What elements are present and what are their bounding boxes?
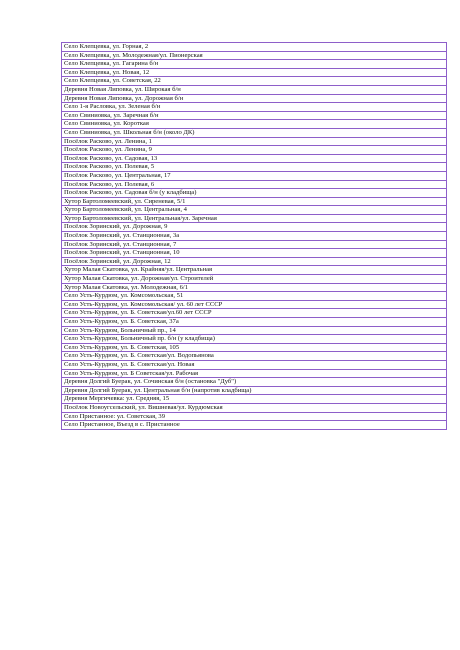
table-row (62, 369, 447, 378)
address-cell: Село Свиниовка, ул. Заречная б/н (62, 111, 447, 120)
address-cell: Деревня Новая Липовка, ул. Дорожная б/н (62, 94, 447, 103)
address-cell: Деревня Долгий Буерак, ул. Сочинская б/н (остановка "Дуб") (62, 378, 447, 387)
address-cell: Село Усть-Курдюм, ул. Б Советская/ул. Рабочая (62, 369, 447, 378)
table-row (62, 111, 447, 120)
address-cell: Хутор Бартоломеевский, ул. Центральная/ул. Заречная (62, 214, 447, 223)
table-row (62, 85, 447, 94)
address-cell: Посёлок Зоринский, ул. Станционная, 7 (62, 240, 447, 249)
address-cell: Посёлок Расково, ул. Садовая, 13 (62, 154, 447, 163)
table-row (62, 197, 447, 206)
table-row (62, 352, 447, 361)
table-row (62, 206, 447, 215)
address-cell: Деревня Новая Липовка, ул. Широкая б/н (62, 85, 447, 94)
address-cell: Село Усть-Курдюм, ул. Комсомольская/ ул. 60 лет СССР (62, 300, 447, 309)
address-cell: Посёлок Расково, ул. Ленина, 1 (62, 137, 447, 146)
table-row (62, 335, 447, 344)
table-row (62, 146, 447, 155)
address-cell: Село Пристанное: ул. Советская, 39 (62, 412, 447, 421)
table-row (62, 326, 447, 335)
address-table (61, 42, 447, 430)
table-row (62, 232, 447, 241)
table-row (62, 94, 447, 103)
address-cell: Хутор Бартоломеевский, ул. Центральная, 4 (62, 206, 447, 215)
table-row (62, 318, 447, 327)
address-cell: Хутор Малая Скатовка, ул. Дорожная/ул. Строителей (62, 275, 447, 284)
address-cell: Село Усть-Курдюм, ул. Б. Советская, 105 (62, 343, 447, 352)
address-cell: Посёлок Новоугсельский, ул. Вишневая/ул. Курдюмская (62, 403, 447, 412)
table-row (62, 412, 447, 421)
address-cell: Хутор Малая Скатовка, ул. Крайняя/ул. Центральная (62, 266, 447, 275)
address-cell: Посёлок Расково, ул. Центральная, 17 (62, 171, 447, 180)
table-row (62, 77, 447, 86)
address-cell: Посёлок Расково, ул. Ленина, 9 (62, 146, 447, 155)
table-row (62, 128, 447, 137)
table-row (62, 343, 447, 352)
table-row (62, 51, 447, 60)
address-cell: Село Усть-Курдюм, ул. Б. Советская/ул. Новая (62, 360, 447, 369)
address-cell: Посёлок Зоринский, ул. Станционная, 3а (62, 232, 447, 241)
address-cell: Село 1-я Расловка, ул. Зеленая б/н (62, 103, 447, 112)
table-row (62, 120, 447, 129)
address-cell: Село Клепцевка, ул. Гагарина б/н (62, 60, 447, 69)
address-cell: Посёлок Зоринский, ул. Дорожная, 9 (62, 223, 447, 232)
table-row (62, 360, 447, 369)
table-row (62, 386, 447, 395)
address-cell: Село Усть-Курдюм, ул. Б. Советская/ул. Водопьянова (62, 352, 447, 361)
table-row (62, 103, 447, 112)
table-row (62, 378, 447, 387)
table-row (62, 275, 447, 284)
address-cell: Деревня Долгий Буерак, ул. Центральная б/н (напротив кладбища) (62, 386, 447, 395)
table-row (62, 43, 447, 52)
table-row (62, 300, 447, 309)
address-cell: Село Усть-Курдюм, ул. Б. Советская, 37а (62, 318, 447, 327)
address-cell: Хутор Малая Скатовка, ул. Молодежная, 6/1 (62, 283, 447, 292)
address-cell: Село Свиниовка, ул. Короткая (62, 120, 447, 129)
address-cell: Посёлок Расково, ул. Полевая, 6 (62, 180, 447, 189)
address-cell: Село Клепцевка, ул. Молодежная/ул. Пионерская (62, 51, 447, 60)
table-row (62, 257, 447, 266)
table-row (62, 214, 447, 223)
table-row (62, 223, 447, 232)
address-cell: Село Клепцевка, ул. Советская, 22 (62, 77, 447, 86)
table-row (62, 403, 447, 412)
address-cell: Хутор Бартоломеевский, ул. Сиреневая, 5/1 (62, 197, 447, 206)
address-cell: Село Усть-Курдюм, Больничный пр. б/н (у кладбища) (62, 335, 447, 344)
address-cell: Село Усть-Курдюм, ул. Б. Советская/ул.60 лет СССР (62, 309, 447, 318)
table-row (62, 180, 447, 189)
table-row (62, 266, 447, 275)
table-row (62, 154, 447, 163)
address-cell: Посёлок Расково, ул. Полевая, 5 (62, 163, 447, 172)
address-cell: Село Клепцевка, ул. Горная, 2 (62, 43, 447, 52)
address-cell: Село Клепцевка, ул. Новая, 12 (62, 68, 447, 77)
address-cell: Посёлок Зоринский, ул. Станционная, 10 (62, 249, 447, 258)
address-cell: Посёлок Зоринский, ул. Дорожная, 12 (62, 257, 447, 266)
table-row (62, 189, 447, 198)
table-row (62, 240, 447, 249)
table-row (62, 249, 447, 258)
address-cell: Село Пристанное, Въезд в с. Пристанное (62, 421, 447, 430)
table-row (62, 292, 447, 301)
table-row (62, 395, 447, 404)
table-row (62, 137, 447, 146)
address-cell: Деревня Мергичевка: ул. Средняя, 15 (62, 395, 447, 404)
table-row (62, 283, 447, 292)
address-cell: Село Свиниовка, ул. Школьная б/н (около ДК) (62, 128, 447, 137)
address-cell: Село Усть-Курдюм, ул. Комсомольская, 51 (62, 292, 447, 301)
table-row (62, 171, 447, 180)
table-row (62, 309, 447, 318)
table-row (62, 68, 447, 77)
table-row (62, 60, 447, 69)
address-table-body (62, 43, 447, 430)
address-cell: Село Усть-Курдюм, Больничный пр., 14 (62, 326, 447, 335)
address-cell: Посёлок Расково, ул. Садовая б/н (у кладбища) (62, 189, 447, 198)
table-row (62, 163, 447, 172)
table-row (62, 421, 447, 430)
